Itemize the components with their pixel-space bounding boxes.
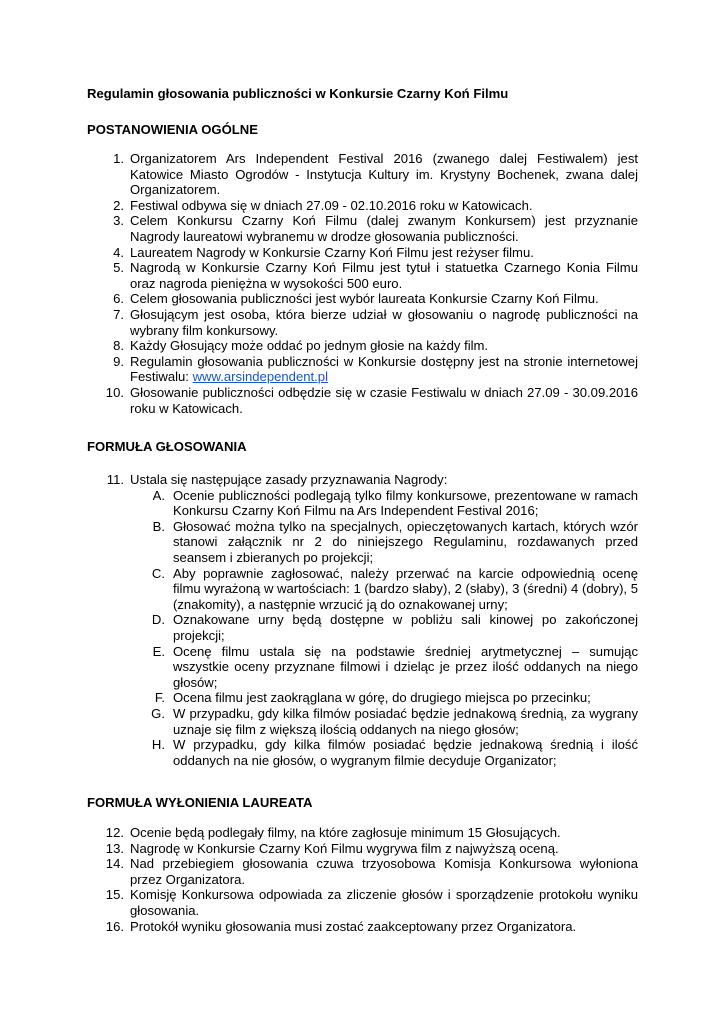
sub-item-text: Ocenę filmu ustala się na podstawie średniej arytmetycznej – sumując wszystkie oceny przyznane filmowi i dzieląc je przez ilość oddanych na niego głosów; [173,643,638,690]
item-text: Celem głosowania publiczności jest wybór laureata Konkursie Czarny Koń Filmu. [130,291,599,307]
document-title: Regulamin głosowania publiczności w Konkursie Czarny Koń Filmu [87,86,509,101]
item-text: Komisję Konkursowa odpowiada za zliczenie głosów i sporządzenie protokołu wyniku głosowania. [130,887,638,918]
item-number: 4. [113,244,124,260]
item-text: Laureatem Nagrody w Konkursie Czarny Koń Filmu jest reżyser filmu. [130,244,534,260]
sub-list-item [151,737,638,768]
sub-list-item [154,690,638,706]
item-text: Ocenie będą podlegały filmy, na które zagłosuje minimum 15 Głosujących. [130,825,561,840]
sub-item-text: Ocenie publiczności podlegają tylko filmy konkursowe, prezentowane w ramach Konkursu Czarny Koń Filmu na Ars Independent Festival 2016; [173,487,638,519]
sub-item-letter: D. [151,612,165,628]
list-item [105,918,638,935]
section-heading-laureate: FORMUŁA WYŁONIENIA LAUREATA [87,795,313,810]
item-number: 5. [113,260,124,276]
list-item [113,291,638,307]
item-number: 16. [105,918,124,934]
section-heading-general: POSTANOWIENIA OGÓLNE [87,122,258,137]
item-text: Głosowanie publiczności odbędzie się w czasie Festiwalu w dniach 27.09 - 30.09.2016 roku w Katowicach. [130,384,638,416]
sub-list-item [152,487,638,519]
list-item [113,260,638,291]
item-number: 7. [113,306,124,322]
laureate-selection-list [105,825,638,934]
list-item [105,384,638,416]
sub-list-item [151,705,638,737]
general-provisions-list [105,151,638,416]
item-number: 10. [105,384,124,400]
item-text: Regulamin głosowania publiczności w Konkursie dostępny jest na stronie internetowej Festiwalu: [130,353,638,385]
item-text: Protokół wyniku głosowania musi zostać zaakceptowany przez Organizatora. [130,918,577,934]
list-item [113,213,638,244]
sub-item-text: W przypadku, gdy kilka filmów posiadać będzie jednakową średnią, za wygrany uznaje się film z większą ilością oddanych na niego głosów; [173,705,638,737]
voting-rules-list [106,472,638,768]
item-text: Nad przebiegiem głosowania czuwa trzyosobowa Komisja Konkursowa wyłoniona przez Organizatora. [130,856,638,887]
list-item [113,306,638,338]
item-number: 9. [113,353,124,369]
voting-rules-sublist [130,488,638,769]
list-item [106,472,638,768]
sub-item-letter: B. [152,518,165,534]
list-item [105,856,638,887]
item-text: Każdy Głosujący może oddać po jednym głosie na każdy film. [130,338,489,354]
sub-list-item [152,643,638,691]
item-number: 8. [113,338,124,354]
list-item [105,825,638,841]
item-number: 12. [105,825,124,840]
item-number: 1. [113,151,124,166]
list-item [105,840,638,857]
item-number: 2. [113,197,124,213]
sub-item-text: W przypadku, gdy kilka filmów posiadać będzie jednakową średnią i ilość oddanych na nie głosów, o wygranym filmie decyduje Organizator; [173,737,638,768]
section-heading-voting: FORMUŁA GŁOSOWANIA [87,439,247,454]
sub-item-letter: G. [151,705,165,721]
sub-item-letter: F. [154,690,165,706]
item-text: Głosującym jest osoba, która bierze udział w głosowaniu o nagrodę publiczności na wybrany film konkursowy. [130,306,638,338]
sub-item-letter: E. [152,643,165,659]
item-text: Ustala się następujące zasady przyznawania Nagrody: [130,472,448,487]
item-number: 14. [105,856,124,872]
list-item [113,338,638,354]
sub-item-text: Aby poprawnie zagłosować, należy przerwać na karcie odpowiednią ocenę filmu wyrażoną w wartościach: 1 (bardzo słaby), 2 (słaby), 3 (średni) 4 (dobry), 5 (znakomity), a następnie wrzucić ją do oznakowanej urny; [173,565,638,612]
item-text: Celem Konkursu Czarny Koń Filmu (dalej zwanym Konkursem) jest przyznanie Nagrody laureatowi wybranemu w drodze głosowania publiczności. [130,213,638,244]
item-text: Festiwal odbywa się w dniach 27.09 - 02.10.2016 roku w Katowicach. [130,197,533,213]
list-item [113,197,638,214]
list-item [113,244,638,261]
item-number: 11. [106,472,124,487]
item-number: 6. [113,291,124,307]
sub-list-item [152,518,638,566]
sub-item-text: Oznakowane urny będą dostępne w pobliżu sali kinowej po zakończonej projekcji; [173,612,638,643]
item-number: 3. [113,213,124,229]
list-item [105,887,638,918]
sub-list-item [151,565,638,613]
sub-list-item [151,612,638,643]
sub-item-letter: C. [151,565,165,581]
list-item [113,353,638,385]
item-text: Organizatorem Ars Independent Festival 2016 (zwanego dalej Festiwalem) jest Katowice Miasto Ogrodów - Instytucja Kultury im. Krystyny Bochenek, zwana dalej Organizatorem. [130,151,638,198]
festival-website-link[interactable]: www.arsindependent.pl [192,369,328,385]
item-number: 15. [105,887,124,903]
sub-item-text: Głosować można tylko na specjalnych, opieczętowanych kartach, których wzór stanowi załącznik nr 2 do niniejszego Regulaminu, rozdawanych przed seansem i zbieranych po projekcji; [173,518,638,565]
item-number: 13. [105,840,124,856]
sub-item-letter: H. [151,737,165,753]
item-text: Nagrodą w Konkursie Czarny Koń Filmu jest tytuł i statuetka Czarnego Konia Filmu oraz nagroda pieniężna w wysokości 500 euro. [130,260,638,291]
list-item [113,151,638,198]
sub-item-text: Ocena filmu jest zaokrąglana w górę, do drugiego miejsca po przecinku; [173,690,591,706]
sub-item-letter: A. [152,487,165,503]
item-text: Nagrodę w Konkursie Czarny Koń Filmu wygrywa film z najwyższą oceną. [130,840,559,856]
